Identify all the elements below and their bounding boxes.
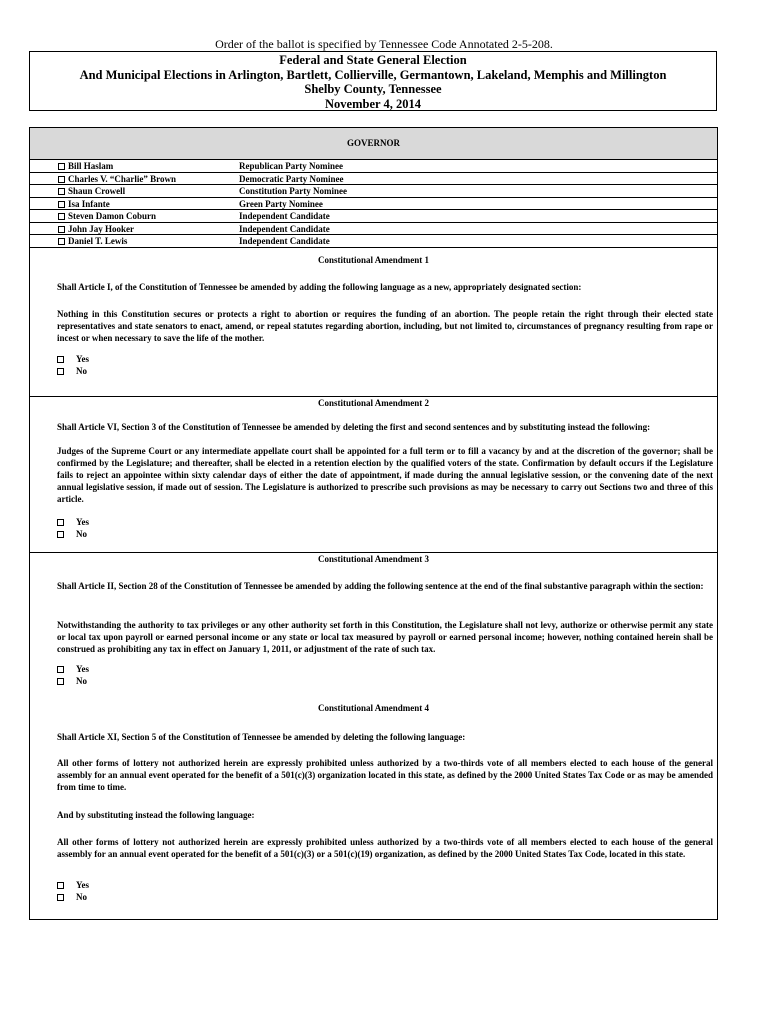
checkbox[interactable] (58, 226, 65, 233)
no-label: No (76, 529, 87, 539)
ballot-body (29, 127, 718, 920)
amendment-1-yes-option[interactable] (57, 353, 89, 365)
checkbox[interactable] (57, 519, 64, 526)
amendment-4-yes-option[interactable] (57, 879, 89, 891)
ballot-order-note: Order of the ballot is specified by Tennessee Code Annotated 2-5-208. (215, 37, 553, 51)
amendment-2-title: Constitutional Amendment 2 (317, 398, 429, 408)
checkbox[interactable] (58, 213, 65, 220)
amendment-3-yes-option[interactable] (57, 663, 89, 675)
yes-label: Yes (76, 517, 89, 527)
checkbox[interactable] (57, 894, 64, 901)
county-line: Shelby County, Tennessee (304, 82, 442, 96)
yes-label: Yes (76, 880, 89, 890)
amendment-3-text: Notwithstanding the authority to tax privileges or any other authority set forth in this Constitution, the Legislature shall not levy, authorize or otherwise permit any state or local tax upon payroll or earned personal income or any state or local tax measured by payroll or earned personal income; however, nothing contained herein shall be construed as prohibiting any tax in effect on January 1, 2011, or adjustment of the rate of such tax. (57, 620, 713, 654)
checkbox[interactable] (57, 678, 64, 685)
amendment-2-question: Shall Article VI, Section 3 of the Constitution of Tennessee be amended by deleting the first and second sentences and by substituting instead the following: (57, 422, 651, 432)
candidate-name: Isa Infante (68, 198, 110, 209)
candidate-row[interactable] (30, 160, 717, 173)
amendment-2-yes-option[interactable] (57, 516, 89, 528)
checkbox[interactable] (57, 882, 64, 889)
yes-label: Yes (76, 664, 89, 674)
yes-label: Yes (76, 354, 89, 364)
amendment-1-question: Shall Article I, of the Constitution of Tennessee be amended by adding the following language as a new, appropriately designated section: (57, 282, 582, 292)
amendment-4-question: Shall Article XI, Section 5 of the Constitution of Tennessee be amended by deleting the following language: (57, 732, 466, 742)
candidate-party: Democratic Party Nominee (239, 173, 344, 184)
amendment-4-title: Constitutional Amendment 4 (317, 703, 429, 713)
checkbox[interactable] (58, 238, 65, 245)
candidate-party: Independent Candidate (239, 223, 330, 234)
divider (30, 552, 717, 553)
amendment-3-no-option[interactable] (57, 675, 87, 687)
amendment-1-no-option[interactable] (57, 365, 87, 377)
amendment-4-deleted-text: All other forms of lottery not authorized herein are expressly prohibited unless authorized by a two-thirds vote of all members elected to each house of the general assembly for an annual event operated for the benefit of a 501(c)(3) organization located in this state, as defined by the 2000 United States Tax Code or as may be amended from time to time. (57, 758, 713, 792)
ballot-header (29, 51, 717, 111)
checkbox[interactable] (58, 163, 65, 170)
candidate-row[interactable] (30, 210, 717, 223)
amendment-4-new-text: All other forms of lottery not authorized herein are expressly prohibited unless authorized by a two-thirds vote of all members elected to each house of the general assembly for an annual event operated for the benefit of a 501(c)(3) or a 501(c)(19) organization, as defined by the 2000 United States Tax Code, located in this state. (57, 837, 713, 859)
checkbox[interactable] (57, 368, 64, 375)
candidate-party: Republican Party Nominee (239, 161, 343, 171)
candidate-party: Green Party Nominee (239, 198, 323, 209)
candidate-row[interactable] (30, 235, 717, 248)
amendment-1-text: Nothing in this Constitution secures or protects a right to abortion or requires the funding of an abortion. The people retain the right through their elected state representatives and state senators to enact, amend, or repeal statutes regarding abortion, including, but not limited to, circumstances of pregnancy resulting from rape or incest or when necessary to save the life of the mother. (57, 309, 713, 343)
candidate-name: Charles V. “Charlie” Brown (68, 173, 177, 184)
amendment-4-no-option[interactable] (57, 891, 87, 903)
no-label: No (76, 892, 87, 902)
candidate-row[interactable] (30, 223, 717, 236)
no-label: No (76, 676, 87, 686)
divider (30, 396, 717, 397)
candidate-name: Bill Haslam (68, 161, 114, 171)
amendment-4-substitute-note: And by substituting instead the following language: (57, 810, 255, 820)
candidate-party: Independent Candidate (239, 236, 330, 246)
checkbox[interactable] (58, 188, 65, 195)
amendment-1-title: Constitutional Amendment 1 (317, 255, 429, 265)
amendment-3-title: Constitutional Amendment 3 (317, 554, 429, 564)
amendment-2-text: Judges of the Supreme Court or any intermediate appellate court shall be appointed for a full term or to fill a vacancy by and at the discretion of the governor; shall be confirmed by the Legislature; and thereafter, shall be elected in a retention election by the qualified voters of the state. Confirmation by default occurs if the Legislature fails to reject an appointee within sixty calendar days of either the date of appointment, if made during the annual legislative session, or the convening date of the next annual legislative session, if made out of session. The Legislature is authorized to prescribe such provisions as may be necessary to carry out Sections two and three of this article. (57, 446, 713, 504)
election-title: Federal and State General Election (279, 53, 467, 67)
candidate-row[interactable] (30, 185, 717, 198)
candidate-party: Constitution Party Nominee (239, 186, 347, 196)
municipal-elections-line: And Municipal Elections in Arlington, Bartlett, Collierville, Germantown, Lakeland, Memphis and Millington (79, 67, 667, 82)
checkbox[interactable] (58, 176, 65, 183)
candidate-row[interactable] (30, 173, 717, 186)
amendment-2-no-option[interactable] (57, 528, 87, 540)
candidate-name: Steven Damon Coburn (68, 211, 157, 221)
candidate-row[interactable] (30, 198, 717, 211)
checkbox[interactable] (57, 531, 64, 538)
election-date: November 4, 2014 (325, 96, 421, 111)
candidate-name: Shaun Crowell (68, 186, 126, 196)
candidate-name: Daniel T. Lewis (68, 236, 128, 246)
no-label: No (76, 366, 87, 376)
amendment-3-question: Shall Article II, Section 28 of the Constitution of Tennessee be amended by adding the following sentence at the end of the final substantive paragraph within the section: (57, 581, 704, 591)
candidate-name: John Jay Hooker (68, 223, 135, 234)
checkbox[interactable] (57, 356, 64, 363)
checkbox[interactable] (57, 666, 64, 673)
candidate-party: Independent Candidate (239, 211, 330, 221)
checkbox[interactable] (58, 201, 65, 208)
governor-heading: GOVERNOR (30, 128, 717, 160)
